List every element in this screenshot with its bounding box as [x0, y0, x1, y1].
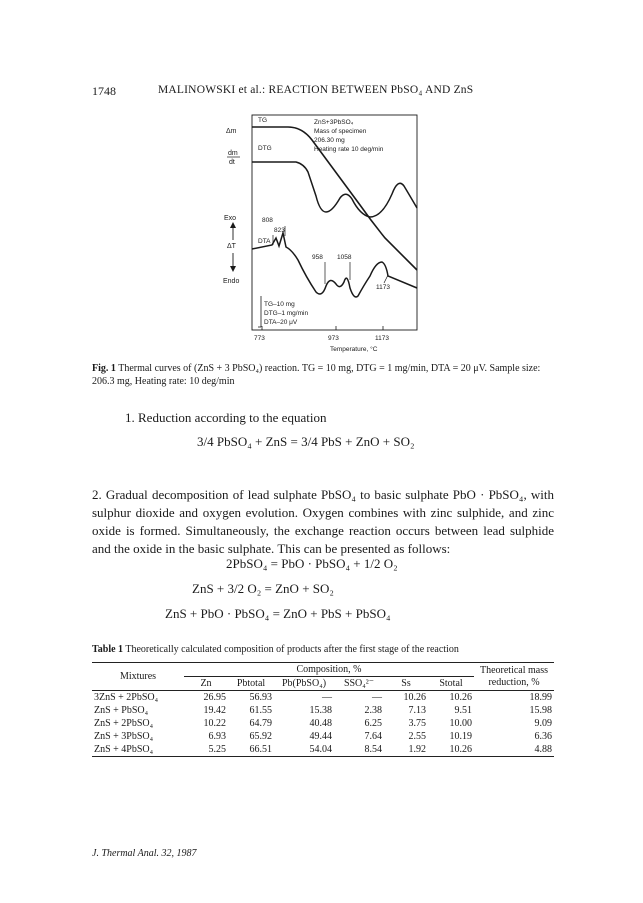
table-cell: 7.64 — [364, 731, 382, 742]
col-header-pb-pbso4: Pb(PbSO₄) — [274, 677, 334, 691]
delta-t-label: ΔT — [227, 243, 236, 250]
figure-caption — [92, 362, 562, 388]
table-cell: 7.13 — [408, 705, 426, 716]
dm-label: Δm — [226, 128, 237, 135]
header-mixtures: Mixtures — [92, 663, 184, 691]
col-header-s-s: Ss — [384, 677, 428, 691]
table-cell: 2.55 — [408, 731, 426, 742]
table-cell: 15.98 — [529, 705, 552, 716]
table-cell: 1.92 — [408, 744, 426, 755]
table-cell: 26.95 — [203, 692, 226, 703]
x-axis-label: Temperature, °C — [330, 346, 378, 353]
table-cell: 61.55 — [249, 705, 272, 716]
table-cell: 3.75 — [408, 718, 426, 729]
table-cell: 5.25 — [208, 744, 226, 755]
x-tick-973: 973 — [328, 335, 339, 342]
table-cell: 8.54 — [364, 744, 382, 755]
exo-label: Exo — [224, 215, 237, 222]
col-header-zn: Zn — [184, 677, 228, 691]
composition-table — [92, 662, 554, 757]
dta-curve — [252, 233, 417, 297]
table-cell: 10.26 — [449, 692, 472, 703]
x-tick-1173: 1173 — [375, 335, 389, 342]
exo-arrow-head — [230, 222, 236, 228]
dta-curve-label: DTA — [258, 238, 271, 245]
table-caption — [92, 644, 562, 655]
table-cell: 10.19 — [449, 731, 472, 742]
figure-caption-label: Fig. 1 — [92, 363, 116, 374]
item-1: 1. Reduction according to the equation — [125, 410, 327, 425]
table-row — [92, 743, 554, 757]
thermal-curves-figure — [0, 0, 643, 360]
equation-4: ZnS + PbO · PbSO₄ = ZnO + PbS + PbSO₄ — [165, 606, 391, 621]
table-cell-mixture: ZnS + 4PbSO₄ — [94, 744, 154, 755]
endo-arrow-head — [230, 266, 236, 272]
table-cell: 10.26 — [449, 744, 472, 755]
table-cell: 49.44 — [309, 731, 332, 742]
table-row — [92, 717, 554, 730]
table-cell: 15.38 — [309, 705, 332, 716]
table-cell: — — [322, 692, 332, 703]
table-cell: 2.38 — [364, 705, 382, 716]
table-cell-mixture: ZnS + PbSO₄ — [94, 705, 149, 716]
table-cell-mixture: ZnS + 2PbSO₄ — [94, 718, 154, 729]
running-title: MALINOWSKI et al.: REACTION BETWEEN PbSO₄ AND ZnS — [158, 84, 474, 96]
legend-line-3: 206.30 mg — [314, 137, 345, 144]
table-cell: 6.25 — [364, 718, 382, 729]
peak-label-1173: 1173 — [376, 284, 390, 291]
journal-footer: J. Thermal Anal. 32, 1987 — [92, 848, 197, 859]
x-tick-773: 773 — [254, 335, 265, 342]
table-cell: 66.51 — [249, 744, 272, 755]
table-cell: 18.99 — [529, 692, 552, 703]
table-cell: 19.42 — [203, 705, 226, 716]
table-cell: 4.88 — [534, 744, 552, 755]
dtg-label-num: dm — [228, 150, 238, 157]
scale-label-dta: DTA–20 μV — [264, 319, 298, 326]
table-cell: 9.09 — [534, 718, 552, 729]
table-row — [92, 730, 554, 743]
table-cell: 65.92 — [249, 731, 272, 742]
table-cell: 10.22 — [203, 718, 226, 729]
table-cell: 56.93 — [249, 692, 272, 703]
scale-label-tg: TG–10 mg — [264, 301, 295, 308]
endo-label: Endo — [223, 278, 240, 285]
table-cell: 6.93 — [208, 731, 226, 742]
table-cell-mixture: 3ZnS + 2PbSO₄ — [94, 692, 159, 703]
legend-line-1: ZnS+3PbSO₄ — [314, 119, 354, 126]
table-row — [92, 691, 554, 705]
equation-2: 2PbSO₄ = PbO · PbSO₄ + 1/2 O₂ — [226, 556, 398, 571]
equation-3: ZnS + 3/2 O₂ = ZnO + SO₂ — [192, 581, 334, 596]
dtg-label-den: dt — [229, 159, 235, 166]
table-cell: — — [372, 692, 382, 703]
col-header-s-total: Stotal — [428, 677, 474, 691]
equation-1: 3/4 PbSO₄ + ZnS = 3/4 PbS + ZnO + SO₂ — [197, 434, 415, 449]
table-row — [92, 704, 554, 717]
table-cell-mixture: ZnS + 3PbSO₄ — [94, 731, 154, 742]
peak-label-958: 958 — [312, 254, 323, 261]
table-caption-label: Table 1 — [92, 644, 124, 655]
paragraph-2: 2. Gradual decomposition of lead sulphate PbSO₄ to basic sulphate PbO · PbSO₄, with sulphur dioxide and oxygen evolution. Oxygen combines with zinc sulphide, and zinc oxide is formed. Simultaneously, the exchange reaction occurs between lead sulphide and the oxide in the basic sulphate. This can be presented as follows: — [92, 487, 554, 556]
col-header-s-so4: SSO₄²⁻ — [334, 677, 384, 691]
legend-line-2: Mass of specimen — [314, 128, 367, 135]
peak-label-823: 823 — [274, 227, 285, 234]
tg-curve-label: TG — [258, 117, 268, 124]
table-cell: 40.48 — [309, 718, 332, 729]
table-cell: 10.26 — [403, 692, 426, 703]
scale-label-dtg: DTG–1 mg/min — [264, 310, 309, 317]
peak-label-1058: 1058 — [337, 254, 352, 261]
header-theoretical: Theoretical mass reduction, % — [474, 663, 554, 691]
table-cell: 10.00 — [449, 718, 472, 729]
dtg-curve-label: DTG — [258, 145, 272, 152]
table-cell: 6.36 — [534, 731, 552, 742]
header-composition: Composition, % — [184, 663, 474, 677]
col-header-pb-total: Pbtotal — [228, 677, 274, 691]
peak-label-808: 808 — [262, 217, 273, 224]
table-cell: 9.51 — [454, 705, 472, 716]
page-number: 1748 — [92, 84, 116, 98]
figure-caption-text: Thermal curves of (ZnS + 3 PbSO₄) reaction. TG = 10 mg, DTG = 1 mg/min, DTA = 20 μV. Sample size: 206.3 mg, Heating rate: 10 deg/min — [92, 363, 541, 387]
table-cell: 54.04 — [309, 744, 332, 755]
table-cell: 64.79 — [249, 718, 272, 729]
table-caption-text: Theoretically calculated composition of products after the first stage of the reaction — [123, 644, 459, 655]
legend-line-4: Heating rate 10 deg/min — [314, 146, 384, 153]
